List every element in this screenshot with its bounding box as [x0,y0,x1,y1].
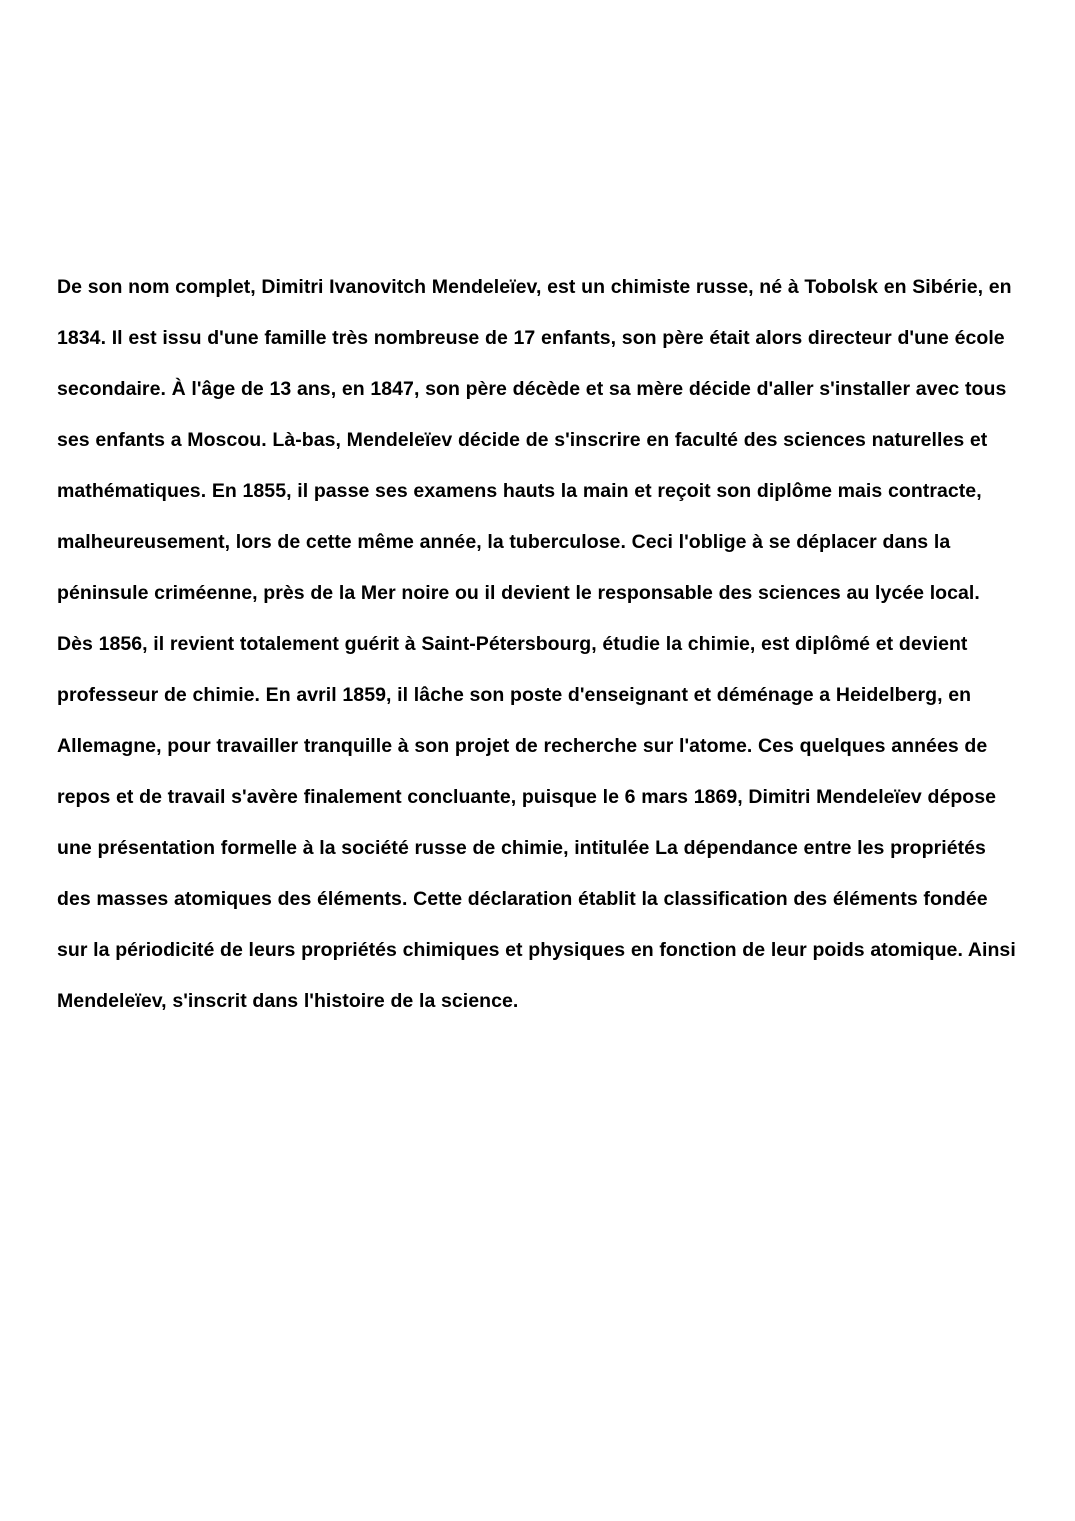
body-paragraph: De son nom complet, Dimitri Ivanovitch Mendeleïev, est un chimiste russe, né à Tobolsk en Sibérie, en 1834. Il est issu d'une famille très nombreuse de 17 enfants, son père était alors directeur d'une école secondaire. À l'âge de 13 ans, en 1847, son père décède et sa mère décide d'aller s'installer avec tous ses enfants a Moscou. Là-bas, Mendeleïev décide de s'inscrire en faculté des sciences naturelles et mathématiques. En 1855, il passe ses examens hauts la main et reçoit son diplôme mais contracte, malheureusement, lors de cette même année, la tuberculose. Ceci l'oblige à se déplacer dans la péninsule criméenne, près de la Mer noire ou il devient le responsable des sciences au lycée local. Dès 1856, il revient totalement guérit à Saint-Pétersbourg, étudie la chimie, est diplômé et devient professeur de chimie. En avril 1859, il lâche son poste d'enseignant et déménage a Heidelberg, en Allemagne, pour travailler tranquille à son projet de recherche sur l'atome. Ces quelques années de repos et de travail s'avère finalement concluante, puisque le 6 mars 1869, Dimitri Mendeleïev dépose une présentation formelle à la société russe de chimie, intitulée La dépendance entre les propriétés des masses atomiques des éléments. Cette déclaration établit la classification des éléments fondée sur la périodicité de leurs propriétés chimiques et physiques en fonction de leur poids atomique. Ainsi Mendeleïev, s'inscrit dans l'histoire de la science. [57,276,1016,1012]
document-body [57,262,1019,1027]
